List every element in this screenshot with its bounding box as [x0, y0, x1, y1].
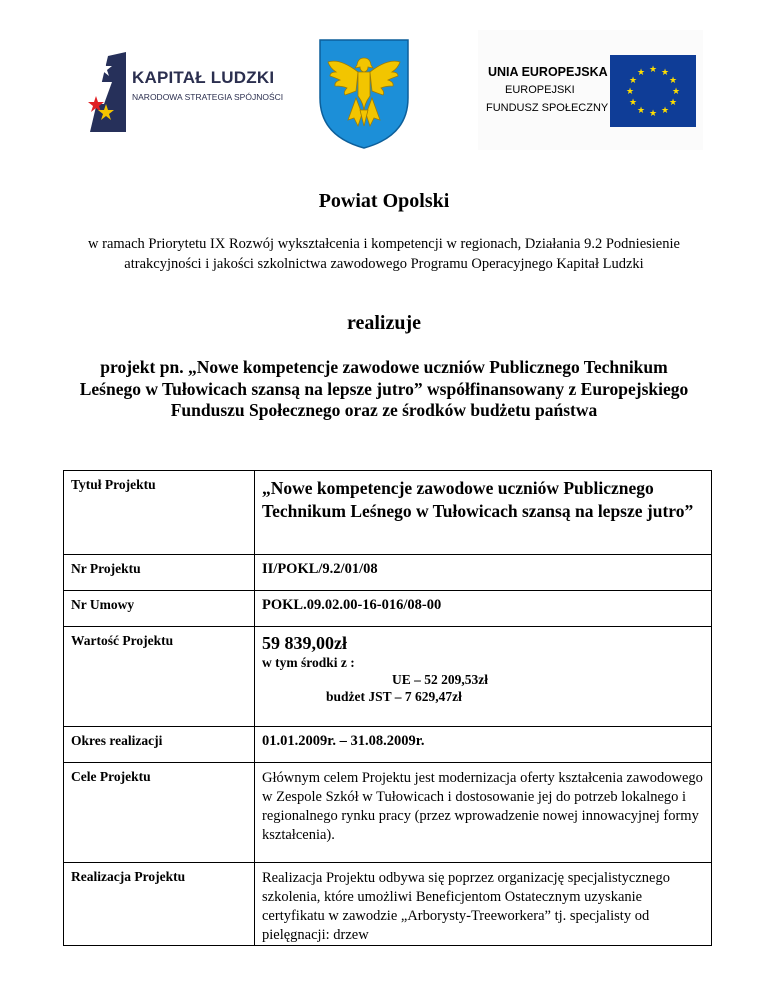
- intro-text: w ramach Priorytetu IX Rozwój wykształcenia i kompetencji w regionach, Działania 9.2 Podniesienie atrakcyjności i jakości szkolnictwa zawodowego Programu Operacyjnego Kapitał Ludzki: [88, 236, 680, 272]
- table-row: [64, 763, 712, 863]
- table-row: [64, 555, 712, 591]
- svg-text:★: ★: [636, 106, 646, 116]
- row-value: [255, 627, 712, 727]
- svg-text:★: ★: [668, 98, 678, 108]
- funding-jst: budżet JST – 7 629,47zł: [326, 689, 462, 704]
- table-row: [64, 627, 712, 727]
- project-info-table: [63, 470, 712, 946]
- coat-of-arms-eagle-icon: [318, 38, 410, 150]
- svg-text:★: ★: [648, 65, 658, 75]
- goals-value: Głównym celem Projektu jest modernizacja oferty kształcenia zawodowego w Zespole Szkół w Tułowicach i dostosowanie jej do potrzeb lokalnego i regionalnego rynku pracy (przez wprowadzenie nowej innowacyjnej formy kształcenia).: [255, 763, 712, 863]
- kapital-ludzki-emblem-icon: [86, 52, 130, 132]
- kapital-ludzki-subtitle: NARODOWA STRATEGIA SPÓJNOŚCI: [132, 92, 284, 102]
- row-label: Realizacja Projektu: [64, 863, 255, 946]
- svg-text:★: ★: [660, 106, 670, 116]
- eu-logo-line2: EUROPEJSKI: [505, 84, 575, 96]
- svg-text:★: ★: [660, 68, 670, 78]
- row-label: Wartość Projektu: [64, 627, 255, 727]
- svg-text:★: ★: [625, 87, 635, 97]
- project-value-total: 59 839,00zł: [262, 633, 347, 653]
- svg-text:★: ★: [628, 76, 638, 86]
- eu-logo-line1: UNIA EUROPEJSKA: [488, 65, 608, 79]
- row-label: Nr Umowy: [64, 591, 255, 627]
- kapital-ludzki-title: KAPITAŁ LUDZKI: [132, 68, 275, 87]
- realizuje-heading: realizuje: [346, 312, 422, 334]
- project-number-value: II/POKL/9.2/01/08: [255, 555, 712, 591]
- row-label: Okres realizacji: [64, 727, 255, 763]
- table-row: [64, 591, 712, 627]
- period-value: 01.01.2009r. – 31.08.2009r.: [255, 727, 712, 763]
- row-label: Tytuł Projektu: [64, 471, 255, 555]
- table-row: [64, 471, 712, 555]
- row-label: Cele Projektu: [64, 763, 255, 863]
- project-title-value: „Nowe kompetencje zawodowe uczniów Publicznego Technikum Leśnego w Tułowicach szansą na lepsze jutro”: [262, 478, 694, 521]
- eu-efs-logo: [478, 30, 703, 150]
- svg-text:★: ★: [671, 87, 681, 97]
- table-row: [64, 727, 712, 763]
- implementation-value: Realizacja Projektu odbywa się poprzez organizację specjalistycznego szkolenia, które umożliwi Beneficjentom Ostatecznym uzyskanie certyfikatu w zawodzie „Arborysty-Treeworkera” tj. specjalisty od pielęgnacji: drzew: [255, 863, 712, 946]
- svg-text:★: ★: [628, 98, 638, 108]
- row-label: Nr Projektu: [64, 555, 255, 591]
- svg-text:★: ★: [636, 68, 646, 78]
- eu-flag-icon: [610, 55, 696, 127]
- contract-number-value: POKL.09.02.00-16-016/08-00: [255, 591, 712, 627]
- eu-logo-line3: FUNDUSZ SPOŁECZNY: [486, 102, 609, 114]
- funding-eu: UE – 52 209,53zł: [392, 672, 488, 687]
- table-row: [64, 863, 712, 946]
- svg-text:★: ★: [648, 109, 658, 119]
- svg-text:★: ★: [668, 76, 678, 86]
- funding-sources-label: w tym środki z :: [262, 655, 355, 670]
- row-value: [255, 471, 712, 555]
- project-description: projekt pn. „Nowe kompetencje zawodowe uczniów Publicznego Technikum Leśnego w Tułowicach szansą na lepsze jutro” współfinansowany z Europejskiego Funduszu Społecznego oraz ze środków budżetu państwa: [79, 357, 689, 420]
- page-title: Powiat Opolski: [318, 190, 450, 212]
- kapital-ludzki-logo: [86, 52, 286, 132]
